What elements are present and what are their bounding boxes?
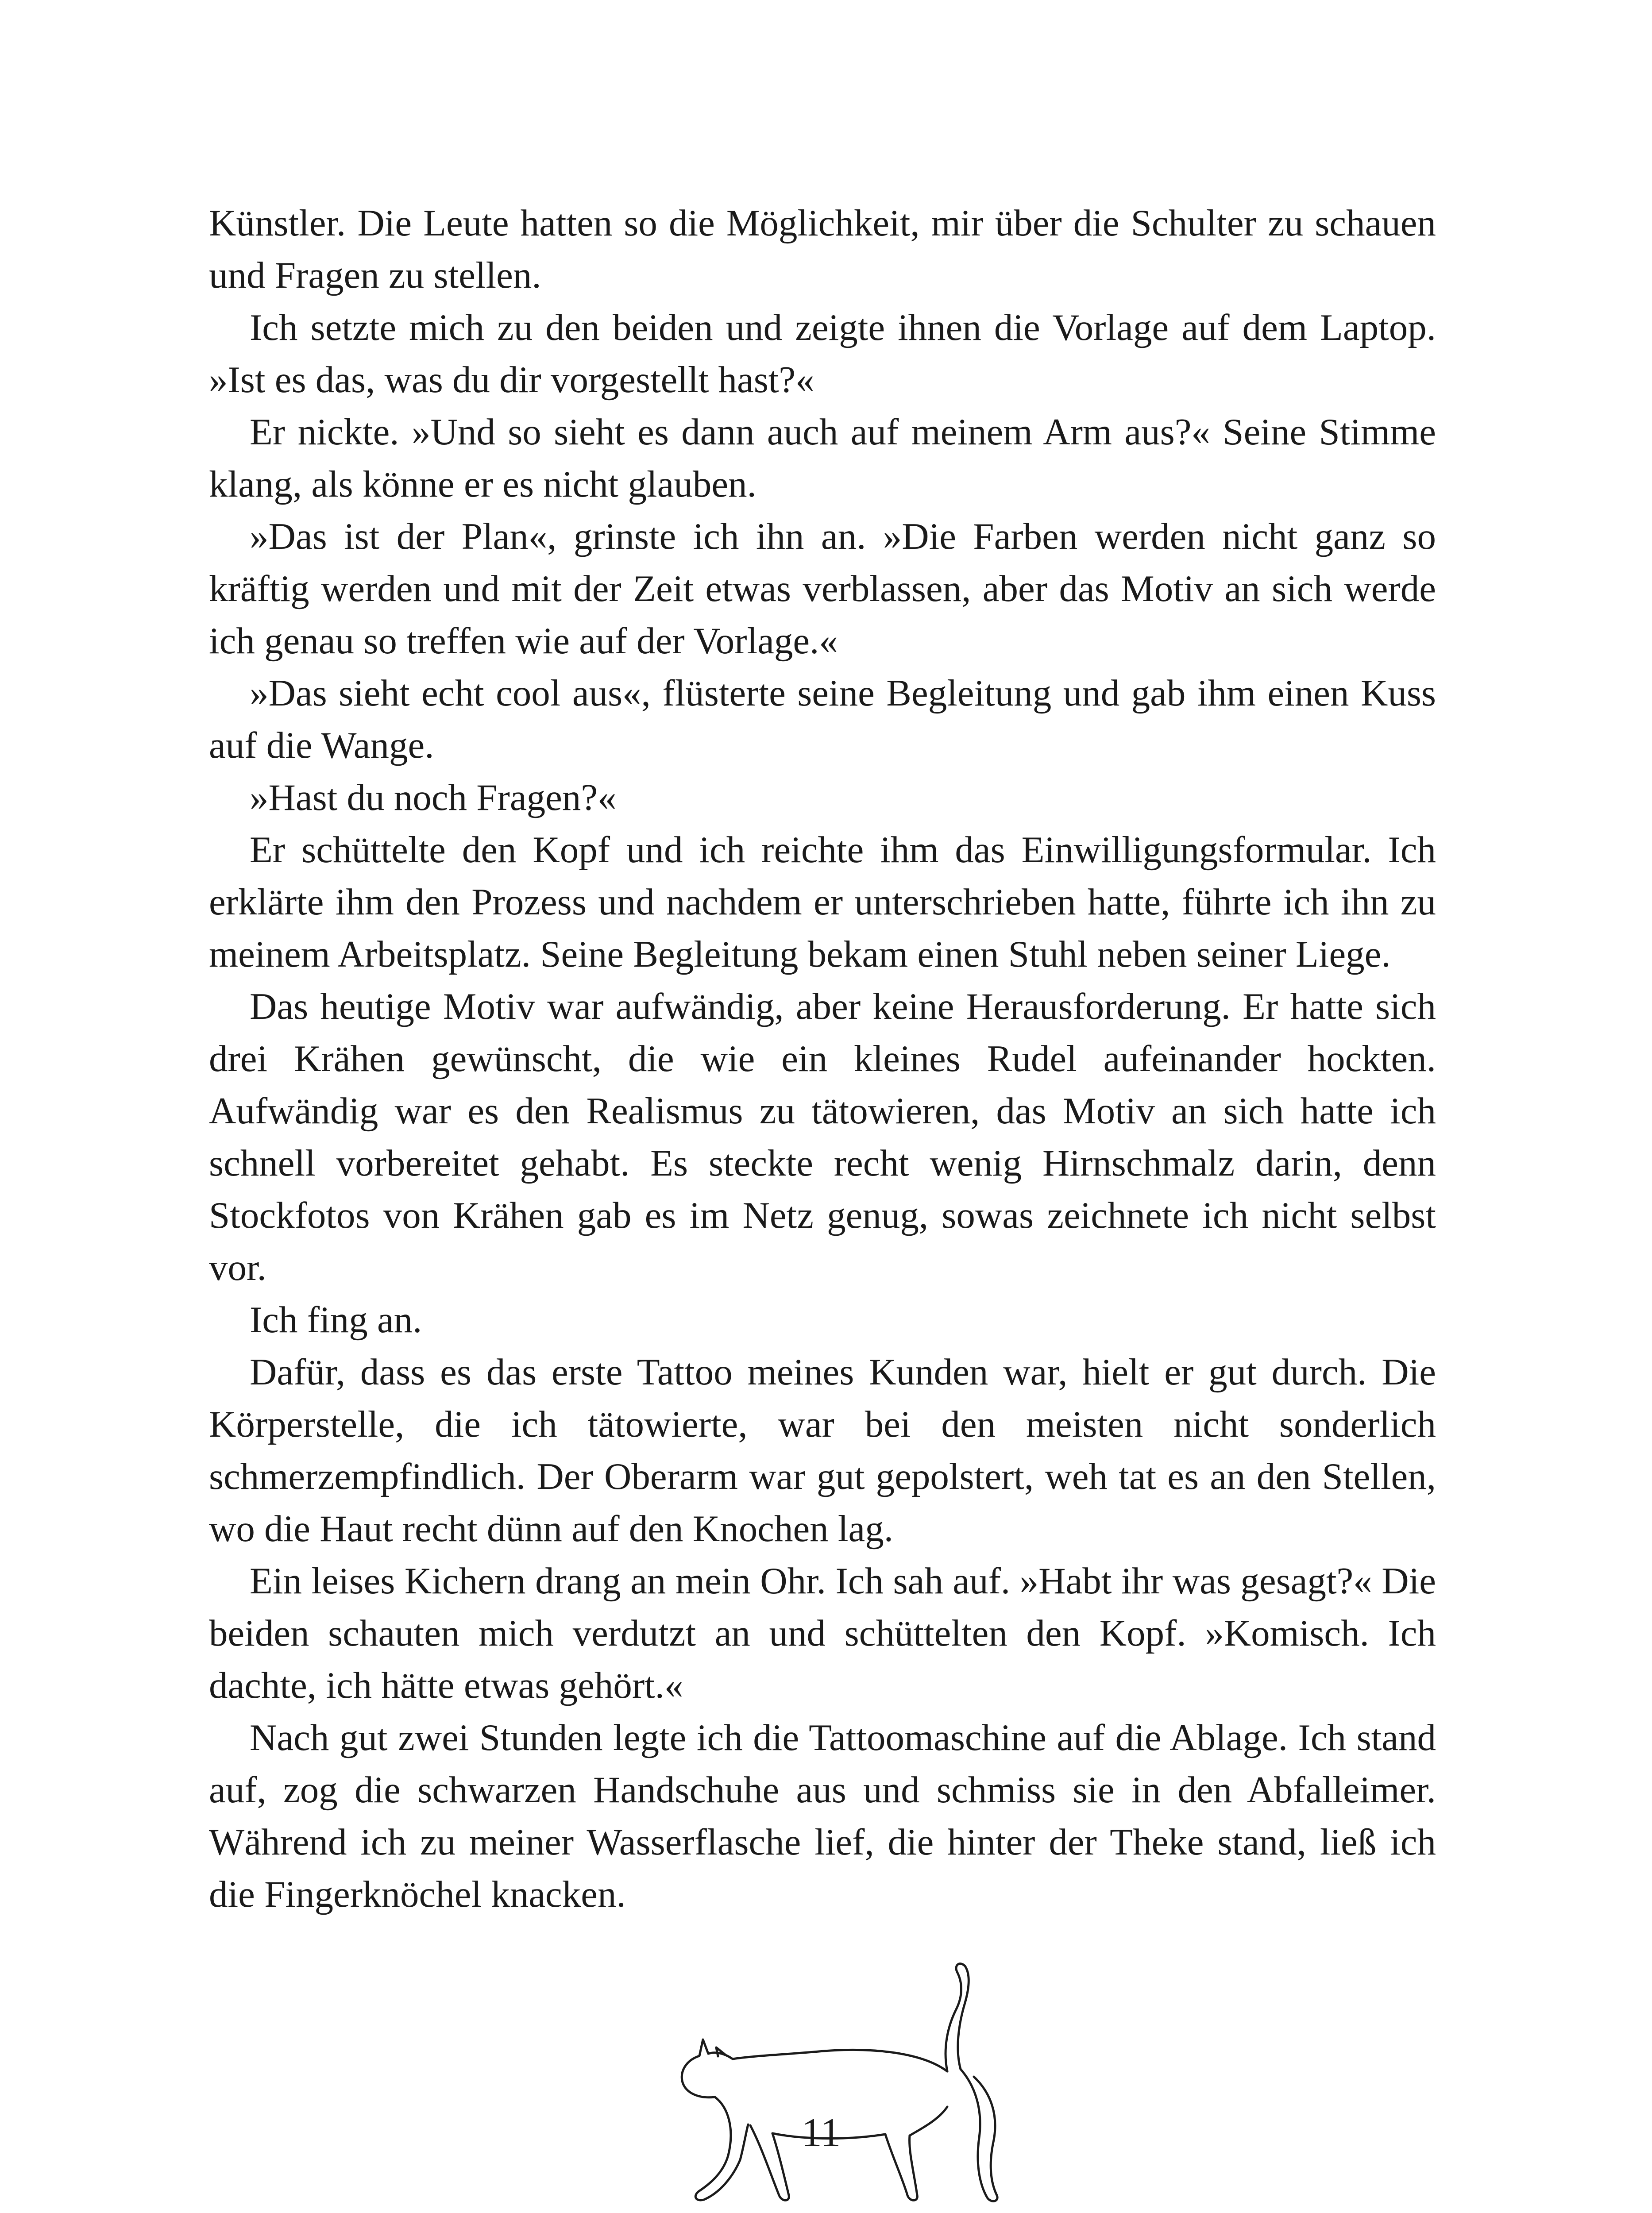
walking-cat-outline-icon [637,1961,1023,2213]
paragraph: Dafür, dass es das erste Tattoo meines Kunden war, hielt er gut durch. Die Körperstelle, die ich tätowierte, war bei den meisten nicht sonderlich schmerzempfindlich. Der Oberarm war gut gepolstert, weh tat es an den Stellen, wo die Haut recht dünn auf den Knochen lag. [209,1351,1436,1550]
paragraph: Ich fing an. [250,1299,422,1341]
paragraph: Ein leises Kichern drang an mein Ohr. Ich sah auf. »Habt ihr was gesagt?« Die beiden schauten mich verdutzt an und schüttelten den Kopf. »Komisch. Ich dachte, ich hätte etwas gehört.« [209,1560,1436,1706]
paragraph: »Hast du noch Fragen?« [250,777,617,818]
paragraph: Er schüttelte den Kopf und ich reichte ihm das Einwilligungsformular. Ich erklärte ihm den Prozess und nachdem er unterschrieben hatte, führte ich ihn zu meinem Arbeitsplatz. Seine Begleitung bekam einen Stuhl neben seiner Liege. [209,829,1436,975]
paragraph: »Das ist der Plan«, grinste ich ihn an. »Die Farben werden nicht ganz so kräftig werden und mit der Zeit etwas verblassen, aber das Motiv an sich werde ich genau so treffen wie auf der Vorlage.« [209,516,1436,662]
paragraph: Er nickte. »Und so sieht es dann auch auf meinem Arm aus?« Seine Stimme klang, als könne er es nicht glauben. [209,411,1436,505]
paragraph: »Das sieht echt cool aus«, flüsterte seine Begleitung und gab ihm einen Kuss auf die Wange. [209,672,1436,766]
paragraph: Das heutige Motiv war aufwändig, aber keine Herausforderung. Er hatte sich drei Krähen gewünscht, die wie ein kleines Rudel aufeinander hockten. Aufwändig war es den Realismus zu tätowieren, das Motiv an sich hatte ich schnell vorbereitet gehabt. Es steckte recht wenig Hirnschmalz darin, denn Stockfotos von Krähen gab es im Netz genug, sowas zeichnete ich nicht selbst vor. [209,986,1436,1288]
paragraph: Künstler. Die Leute hatten so die Möglichkeit, mir über die Schulter zu schauen und Fragen zu stellen. [209,202,1436,296]
page-number: 11 [801,2110,841,2155]
paragraph: Ich setzte mich zu den beiden und zeigte ihnen die Vorlage auf dem Laptop. »Ist es das, was du dir vorgestellt hast?« [209,307,1436,401]
paragraph: Nach gut zwei Stunden legte ich die Tattoomaschine auf die Ablage. Ich stand auf, zog die schwarzen Handschuhe aus und schmiss sie in den Abfalleimer. Während ich zu meiner Wasserflasche lief, die hinter der Theke stand, ließ ich die Fingerknöchel knacken. [209,1717,1436,1915]
body-text [209,197,1436,1920]
